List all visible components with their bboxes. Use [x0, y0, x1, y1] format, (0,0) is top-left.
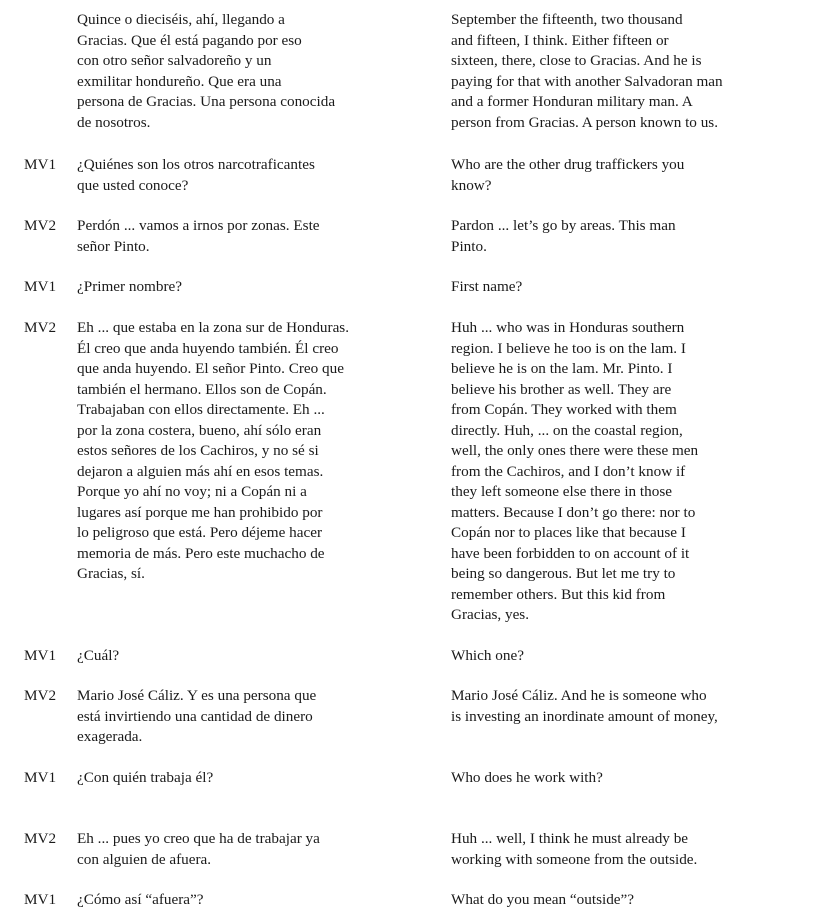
- spanish-line: ¿Con quién trabaja él?: [77, 769, 214, 786]
- spanish-line: ¿Cuál?: [77, 647, 120, 664]
- spanish-line: lo peligroso que está. Pero déjeme hacer: [77, 524, 323, 541]
- english-line: directly. Huh, ... on the coastal region,: [451, 421, 683, 439]
- spanish-line: está invirtiendo una cantidad de dinero: [77, 707, 313, 725]
- speaker-label: MV1: [24, 769, 57, 786]
- english-text: [451, 768, 821, 789]
- english-text: [451, 277, 821, 298]
- spanish-line: ¿Quiénes son los otros narcotraficantes: [77, 156, 315, 173]
- english-line: being so dangerous. But let me try to: [451, 565, 676, 582]
- spanish-line: memoria de más. Pero este muchacho de: [77, 544, 325, 562]
- english-line: believe he is on the lam. Mr. Pinto. I: [451, 360, 673, 377]
- english-text: [451, 10, 821, 133]
- speaker-label: MV2: [24, 319, 57, 336]
- spanish-text: [77, 10, 422, 133]
- spanish-line: con alguien de afuera.: [77, 850, 212, 868]
- english-text: [451, 686, 821, 727]
- spanish-line: por la zona costera, bueno, ahí sólo eran: [77, 421, 322, 439]
- spanish-line: también el hermano. Ellos son de Copán.: [77, 380, 327, 398]
- english-line: Huh ... well, I think he must already be: [451, 830, 689, 847]
- english-line: Copán nor to places like that because I: [451, 524, 686, 541]
- english-line: know?: [451, 176, 492, 194]
- speaker-label: MV1: [24, 891, 57, 908]
- english-text: [451, 318, 821, 626]
- english-line: Which one?: [451, 647, 524, 664]
- spanish-line: Gracias, sí.: [77, 565, 145, 582]
- spanish-line: lugares así porque me han prohibido por: [77, 503, 323, 521]
- spanish-line: exmilitar hondureño. Que era una: [77, 72, 282, 90]
- spanish-line: estos señores de los Cachiros, y no sé si: [77, 442, 319, 459]
- english-line: well, the only ones there were these men: [451, 442, 699, 459]
- english-text: [451, 216, 821, 257]
- english-line: is investing an inordinate amount of money,: [451, 707, 718, 725]
- spanish-line: Eh ... pues yo creo que ha de trabajar ya: [77, 830, 320, 847]
- english-line: Huh ... who was in Honduras southern: [451, 319, 685, 336]
- spanish-text: [77, 646, 422, 667]
- speaker-label: MV1: [24, 647, 57, 664]
- speaker-label: MV1: [24, 156, 57, 173]
- english-text: [451, 155, 821, 196]
- english-line: What do you mean “outside”?: [451, 891, 635, 908]
- spanish-line: Él creo que anda huyendo también. Él creo: [77, 339, 339, 357]
- spanish-line: persona de Gracias. Una persona conocida: [77, 93, 336, 110]
- spanish-text: [77, 890, 422, 911]
- english-line: and fifteen, I think. Either fifteen or: [451, 31, 669, 49]
- english-line: matters. Because I don’t go there: nor to: [451, 503, 696, 521]
- spanish-text: [77, 277, 422, 298]
- english-line: believe his brother as well. They are: [451, 380, 672, 398]
- english-line: Gracias, yes.: [451, 606, 530, 623]
- spanish-line: Mario José Cáliz. Y es una persona que: [77, 687, 317, 704]
- spanish-line: que usted conoce?: [77, 176, 189, 194]
- spanish-line: que anda huyendo. El señor Pinto. Creo que: [77, 360, 344, 377]
- spanish-line: dejaron a alguien más ahí en esos temas.: [77, 462, 324, 480]
- speaker-label: MV2: [24, 687, 57, 704]
- english-line: sixteen, there, close to Gracias. And he is: [451, 52, 702, 69]
- english-text: [451, 890, 821, 911]
- english-line: working with someone from the outside.: [451, 850, 698, 868]
- english-line: Who are the other drug traffickers you: [451, 156, 685, 173]
- english-line: have been forbidden to on account of it: [451, 544, 690, 562]
- english-line: September the fifteenth, two thousand: [451, 11, 683, 28]
- spanish-text: [77, 768, 422, 789]
- spanish-text: [77, 216, 422, 257]
- speaker-label: MV2: [24, 217, 57, 234]
- english-text: [451, 646, 821, 667]
- spanish-line: ¿Cómo así “afuera”?: [77, 891, 204, 908]
- spanish-line: Quince o dieciséis, ahí, llegando a: [77, 11, 285, 28]
- english-line: person from Gracias. A person known to us.: [451, 113, 719, 131]
- spanish-text: [77, 686, 422, 748]
- english-line: region. I believe he too is on the lam. I: [451, 339, 686, 357]
- spanish-line: Porque yo ahí no voy; ni a Copán ni a: [77, 483, 307, 500]
- english-text: [451, 829, 821, 870]
- english-line: Who does he work with?: [451, 769, 603, 786]
- spanish-text: [77, 829, 422, 870]
- english-line: from the Cachiros, and I don’t know if: [451, 462, 686, 480]
- spanish-line: Eh ... que estaba en la zona sur de Honduras.: [77, 319, 350, 336]
- english-line: paying for that with another Salvadoran man: [451, 72, 723, 90]
- english-line: remember others. But this kid from: [451, 585, 666, 603]
- spanish-line: exagerada.: [77, 728, 143, 745]
- spanish-line: Perdón ... vamos a irnos por zonas. Este: [77, 217, 320, 234]
- spanish-text: [77, 155, 422, 196]
- english-line: First name?: [451, 278, 523, 295]
- spanish-line: con otro señor salvadoreño y un: [77, 52, 272, 69]
- speaker-label: MV2: [24, 830, 57, 847]
- speaker-label: MV1: [24, 278, 57, 295]
- english-line: and a former Honduran military man. A: [451, 93, 693, 110]
- spanish-text: [77, 318, 422, 585]
- spanish-line: señor Pinto.: [77, 237, 150, 255]
- english-line: Pardon ... let’s go by areas. This man: [451, 217, 676, 234]
- spanish-line: Trabajaban con ellos directamente. Eh ...: [77, 401, 325, 418]
- spanish-line: Gracias. Que él está pagando por eso: [77, 31, 302, 49]
- english-line: they left someone else there in those: [451, 483, 672, 500]
- english-line: Pinto.: [451, 237, 487, 255]
- english-line: from Copán. They worked with them: [451, 401, 677, 418]
- spanish-line: de nosotros.: [77, 113, 151, 131]
- english-line: Mario José Cáliz. And he is someone who: [451, 687, 707, 704]
- spanish-line: ¿Primer nombre?: [77, 278, 183, 295]
